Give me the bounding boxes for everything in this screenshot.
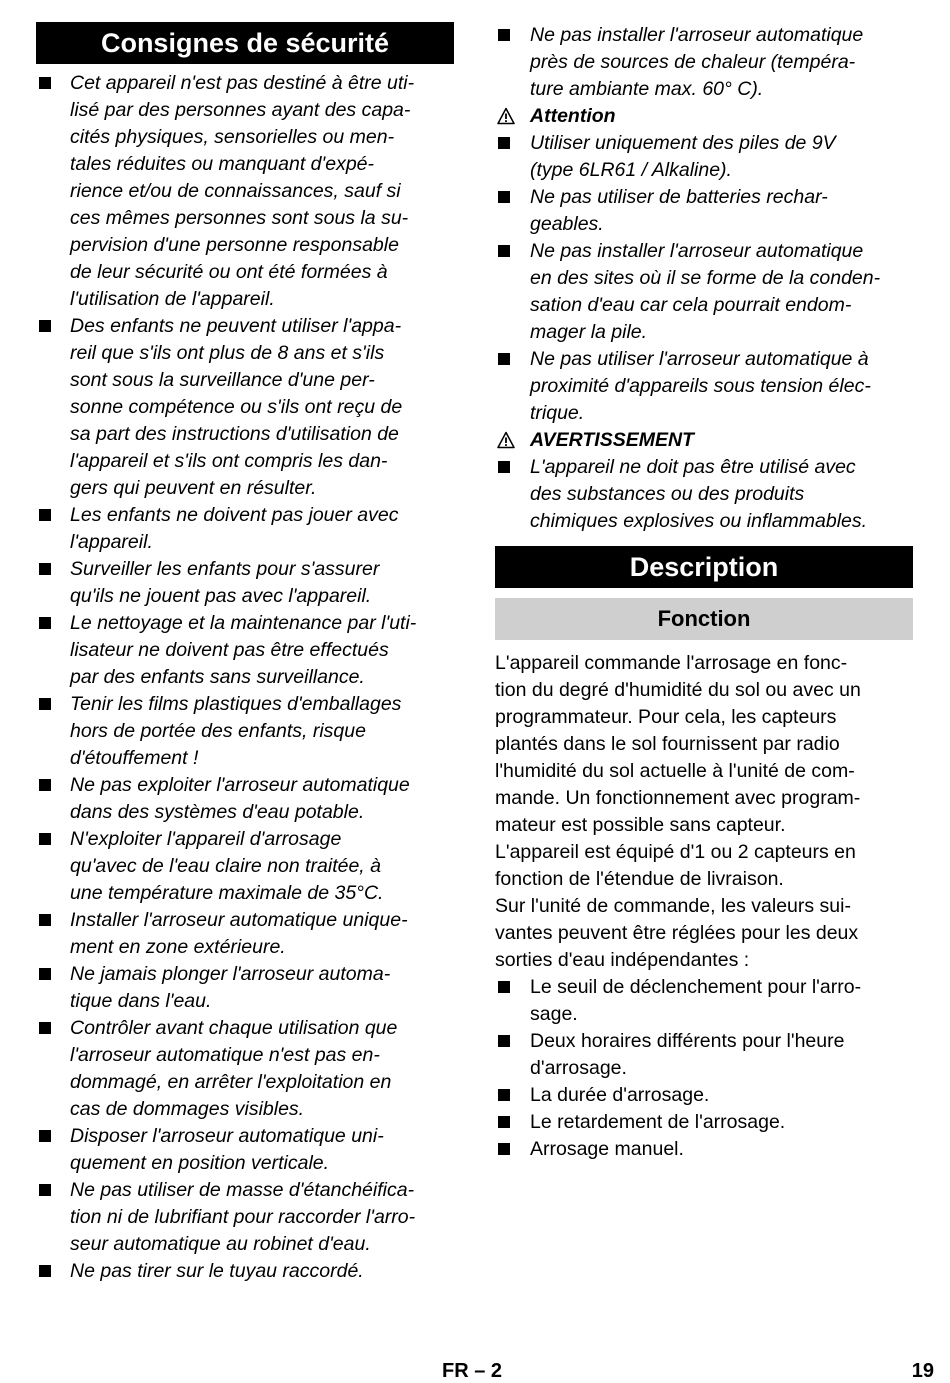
square-bullet-icon	[39, 509, 51, 521]
section-heading-description: Description	[495, 546, 913, 588]
warning-triangle-icon	[497, 107, 515, 125]
square-bullet-icon	[39, 563, 51, 575]
safety-list-item	[36, 961, 454, 1015]
list-item-text: Deux horaires différents pour l'heure d'arrosage.	[530, 1030, 845, 1079]
safety-list-item	[36, 826, 454, 907]
safety-list-item	[495, 184, 913, 238]
list-item-text: Ne pas installer l'arroseur automatique en des sites où il se forme de la conden- sation d'eau car cela pourrait endom- mager la pile.	[530, 240, 881, 343]
description-paragraph: L'appareil est équipé d'1 ou 2 capteurs en fonction de l'étendue de livraison.	[495, 841, 856, 890]
settings-list	[495, 974, 913, 1163]
square-bullet-icon	[498, 1143, 510, 1155]
subheading-fonction: Fonction	[495, 598, 913, 640]
list-item-text: Arrosage manuel.	[530, 1138, 684, 1160]
list-item-text: Ne pas exploiter l'arroseur automatique dans des systèmes d'eau potable.	[70, 774, 410, 823]
list-item-text: Ne pas tirer sur le tuyau raccordé.	[70, 1260, 364, 1282]
list-item-text: Tenir les films plastiques d'emballages hors de portée des enfants, risque d'étouffement !	[70, 693, 402, 769]
settings-list-item	[495, 1136, 913, 1163]
description-paragraph: L'appareil commande l'arrosage en fonc- tion du degré d'humidité du sol ou avec un programmateur. Pour cela, les capteurs plantés dans le sol fournissent par radio l'humidité du sol actuelle à l'unité de com- mande. Un fonctionnement avec program- mateur est possible sans capteur.	[495, 652, 861, 836]
list-item-text: La durée d'arrosage.	[530, 1084, 710, 1106]
list-item-text: Utiliser uniquement des piles de 9V (type 6LR61 / Alkaline).	[530, 132, 836, 181]
square-bullet-icon	[39, 1022, 51, 1034]
safety-list	[36, 70, 454, 1285]
square-bullet-icon	[498, 29, 510, 41]
warning-heading	[495, 427, 913, 454]
square-bullet-icon	[39, 1130, 51, 1142]
settings-list-item	[495, 1082, 913, 1109]
list-item-text: Contrôler avant chaque utilisation que l'arroseur automatique n'est pas en- dommagé, en arrêter l'exploitation en cas de dommages visibles.	[70, 1017, 398, 1120]
square-bullet-icon	[498, 1116, 510, 1128]
safety-list-item	[36, 1258, 454, 1285]
square-bullet-icon	[498, 191, 510, 203]
list-item-text: Le nettoyage et la maintenance par l'uti- lisateur ne doivent pas être effectués par des enfants sans surveillance.	[70, 612, 417, 688]
safety-list-item	[495, 454, 913, 535]
list-item-text: Ne pas utiliser de batteries rechar- geables.	[530, 186, 828, 235]
square-bullet-icon	[39, 617, 51, 629]
list-item-text: Ne pas installer l'arroseur automatique près de sources de chaleur (tempéra- ture ambiante max. 60° C).	[530, 24, 864, 100]
description-paragraph: Sur l'unité de commande, les valeurs sui- vantes peuvent être réglées pour les deux sorties d'eau indépendantes :	[495, 895, 859, 971]
square-bullet-icon	[39, 320, 51, 332]
safety-list-item	[36, 691, 454, 772]
safety-list-item	[495, 238, 913, 346]
list-item-text: Ne jamais plonger l'arroseur automa- tique dans l'eau.	[70, 963, 391, 1012]
page-number: 19	[911, 1360, 934, 1382]
section-heading-safety: Consignes de sécurité	[36, 22, 454, 64]
square-bullet-icon	[39, 698, 51, 710]
square-bullet-icon	[39, 1184, 51, 1196]
description-paragraphs	[495, 650, 913, 974]
square-bullet-icon	[498, 981, 510, 993]
safety-list-item	[36, 1123, 454, 1177]
list-item-text: Installer l'arroseur automatique unique- ment en zone extérieure.	[70, 909, 408, 958]
safety-list-item	[36, 556, 454, 610]
safety-list-item	[36, 313, 454, 502]
list-item-text: L'appareil ne doit pas être utilisé avec des substances ou des produits chimiques explosives ou inflammables.	[530, 456, 868, 532]
warning-label: Attention	[530, 105, 616, 127]
safety-list-item	[36, 610, 454, 691]
safety-list-item	[495, 346, 913, 427]
safety-list-item	[36, 70, 454, 313]
settings-list-item	[495, 1028, 913, 1082]
list-item-text: Cet appareil n'est pas destiné à être uti- lisé par des personnes ayant des capa- cités physiques, sensorielles ou men- tales réduites ou manquant d'expé- rience et/ou de connaissances, sauf si ces mêmes personnes sont sous la su- pervision d'une personne responsable de leur sécurité ou ont été formées à l'utilisation de l'appareil.	[70, 72, 415, 310]
list-item-text: Le retardement de l'arrosage.	[530, 1111, 786, 1133]
square-bullet-icon	[39, 779, 51, 791]
settings-list-item	[495, 1109, 913, 1136]
left-column	[36, 22, 454, 1285]
square-bullet-icon	[498, 1089, 510, 1101]
list-item-text: Disposer l'arroseur automatique uni- quement en position verticale.	[70, 1125, 384, 1174]
list-item-text: Des enfants ne peuvent utiliser l'appa- reil que s'ils ont plus de 8 ans et s'ils sont sous la surveillance d'une per- sonne compétence ou s'ils ont reçu de sa part des instructions d'utilisation de l'appareil et s'ils ont compris les dan- gers qui peuvent en résulter.	[70, 315, 403, 499]
list-item-text: Les enfants ne doivent pas jouer avec l'appareil.	[70, 504, 399, 553]
safety-list-item	[36, 502, 454, 556]
square-bullet-icon	[39, 833, 51, 845]
list-item-text: Ne pas utiliser l'arroseur automatique à proximité d'appareils sous tension élec- trique.	[530, 348, 871, 424]
square-bullet-icon	[498, 353, 510, 365]
list-item-text: Le seuil de déclenchement pour l'arro- sage.	[530, 976, 862, 1025]
warning-heading	[495, 103, 913, 130]
settings-list-item	[495, 974, 913, 1028]
safety-list-item	[36, 1177, 454, 1258]
safety-list-continued	[495, 22, 913, 535]
square-bullet-icon	[498, 1035, 510, 1047]
square-bullet-icon	[39, 968, 51, 980]
square-bullet-icon	[498, 137, 510, 149]
list-item-text: Surveiller les enfants pour s'assurer qu'ils ne jouent pas avec l'appareil.	[70, 558, 380, 607]
safety-list-item	[36, 907, 454, 961]
warning-label: AVERTISSEMENT	[530, 429, 694, 451]
list-item-text: Ne pas utiliser de masse d'étanchéifica- tion ni de lubrifiant pour raccorder l'arro- seur automatique au robinet d'eau.	[70, 1179, 416, 1255]
safety-list-item	[36, 1015, 454, 1123]
safety-list-item	[495, 22, 913, 103]
list-item-text: N'exploiter l'appareil d'arrosage qu'avec de l'eau claire non traitée, à une température maximale de 35°C.	[70, 828, 384, 904]
square-bullet-icon	[39, 77, 51, 89]
safety-list-item	[36, 772, 454, 826]
square-bullet-icon	[39, 1265, 51, 1277]
warning-triangle-icon	[497, 431, 515, 449]
right-column	[495, 22, 913, 1163]
footer-section-label: FR – 2	[442, 1360, 503, 1382]
square-bullet-icon	[498, 461, 510, 473]
safety-list-item	[495, 130, 913, 184]
square-bullet-icon	[39, 914, 51, 926]
square-bullet-icon	[498, 245, 510, 257]
